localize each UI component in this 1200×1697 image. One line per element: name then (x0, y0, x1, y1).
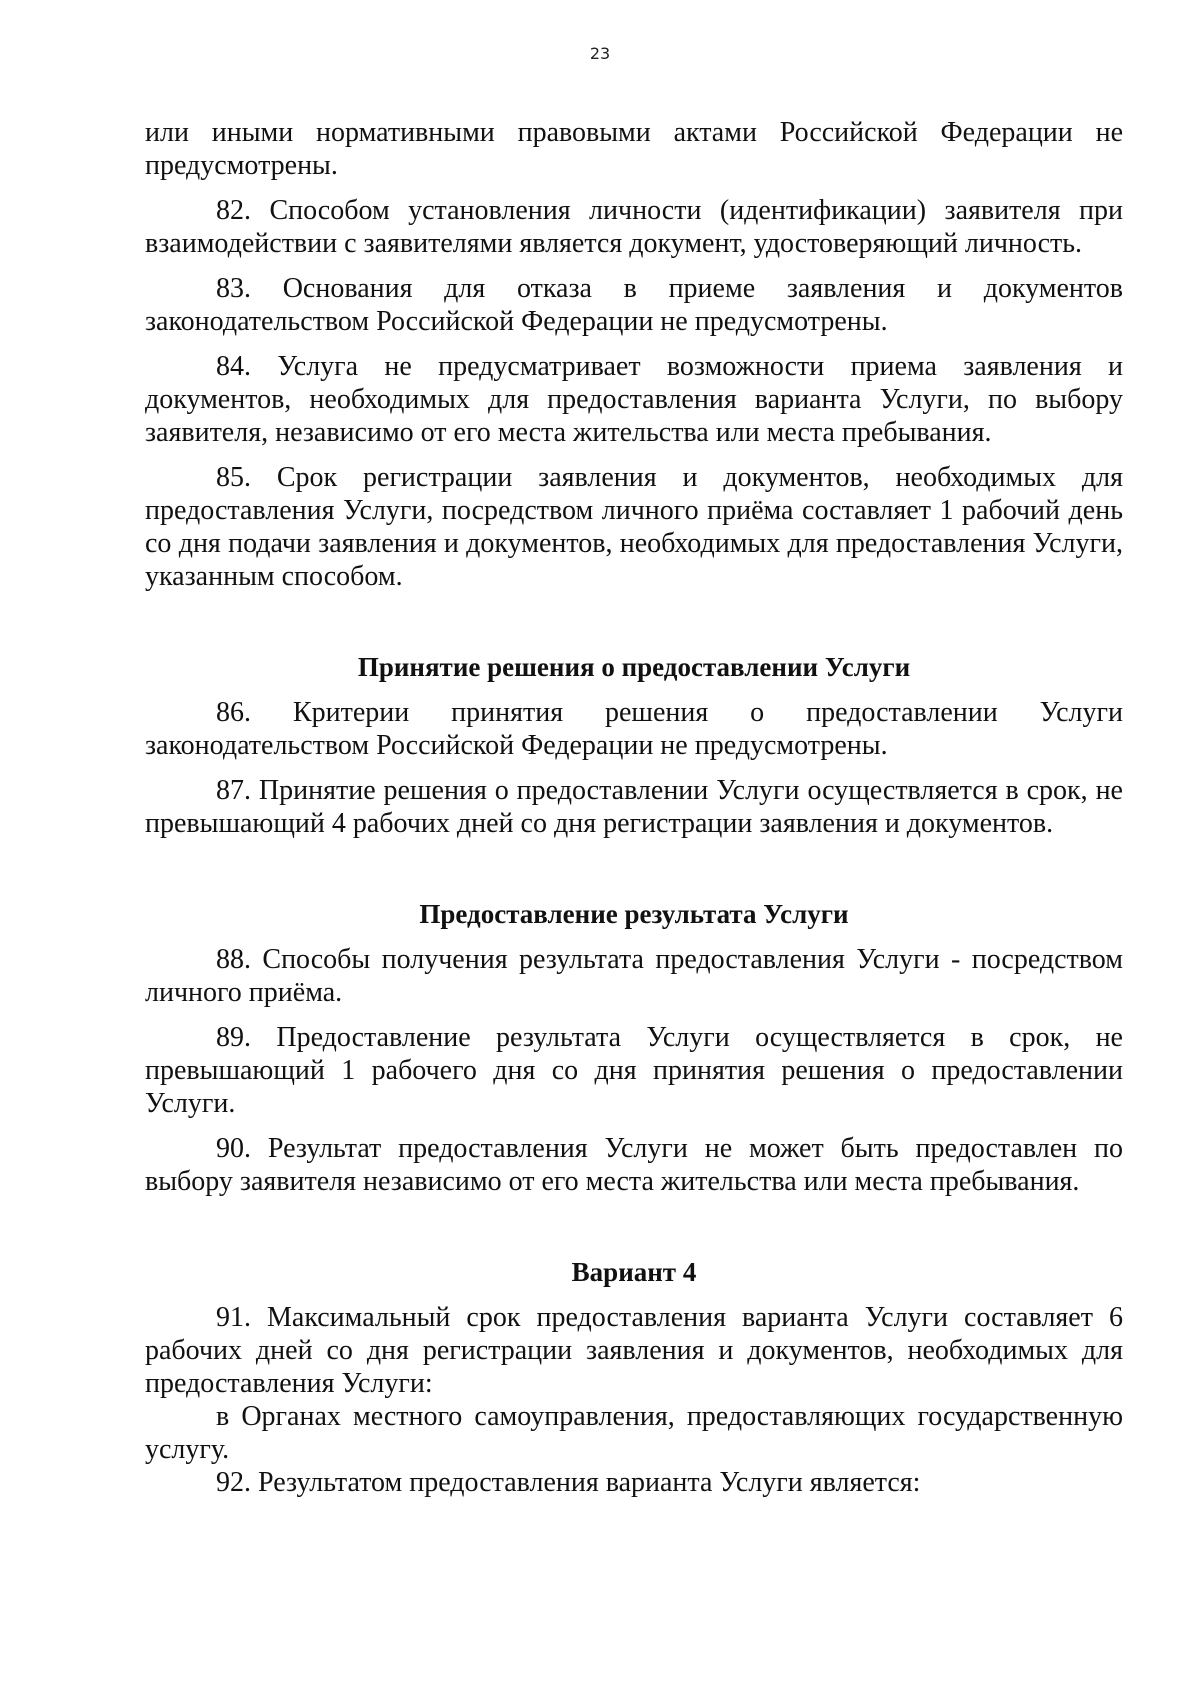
paragraph-89: 89. Предоставление результата Услуги осуществляется в срок, не превышающий 1 рабочего дня со дня принятия решения о предоставлении Услуги. (145, 1022, 1123, 1119)
section-spacer (145, 605, 1123, 651)
paragraph-92: 92. Результатом предоставления варианта Услуги является: (216, 1467, 921, 1498)
section-heading-result: Предоставление результата Услуги (419, 899, 849, 929)
page-number: 23 (589, 44, 611, 63)
paragraph-88: 88. Способы получения результата предоставления Услуги - посредством личного приёма. (145, 944, 1123, 1008)
paragraph-82: 82. Способом установления личности (идентификации) заявителя при взаимодействии с заявителями является документ, удостоверяющий личность. (145, 195, 1123, 259)
paragraph-84: 84. Услуга не предусматривает возможности приема заявления и документов, необходимых для предоставления варианта Услуги, по выбору заявителя, независимо от его места жительства или места пребывания. (145, 351, 1123, 448)
document-body (145, 116, 1123, 1511)
section-spacer (145, 1210, 1123, 1256)
section-heading-variant-4: Вариант 4 (571, 1257, 697, 1287)
paragraph-90: 90. Результат предоставления Услуги не может быть предоставлен по выбору заявителя независимо от его места жительства или места пребывания. (145, 1133, 1123, 1197)
section-heading-decision: Принятие решения о предоставлении Услуги (357, 652, 911, 682)
paragraph-85: 85. Срок регистрации заявления и документов, необходимых для предоставления Услуги, посредством личного приёма составляет 1 рабочий день со дня подачи заявления и документов, необходимых для предоставления Услуги, указанным способом. (145, 462, 1123, 592)
paragraph-continuation: или иными нормативными правовыми актами Российской Федерации не предусмотрены. (145, 117, 1123, 181)
paragraph-91-subitem: в Органах местного самоуправления, предоставляющих государственную услугу. (145, 1401, 1123, 1465)
paragraph-91: 91. Максимальный срок предоставления варианта Услуги составляет 6 рабочих дней со дня регистрации заявления и документов, необходимых для предоставления Услуги: (145, 1302, 1123, 1399)
section-spacer (145, 852, 1123, 898)
paragraph-83: 83. Основания для отказа в приеме заявления и документов законодательством Российской Федерации не предусмотрены. (145, 273, 1123, 337)
paragraph-87: 87. Принятие решения о предоставлении Услуги осуществляется в срок, не превышающий 4 рабочих дней со дня регистрации заявления и документов. (145, 775, 1123, 839)
paragraph-86: 86. Критерии принятия решения о предоставлении Услуги законодательством Российской Федерации не предусмотрены. (145, 697, 1123, 761)
